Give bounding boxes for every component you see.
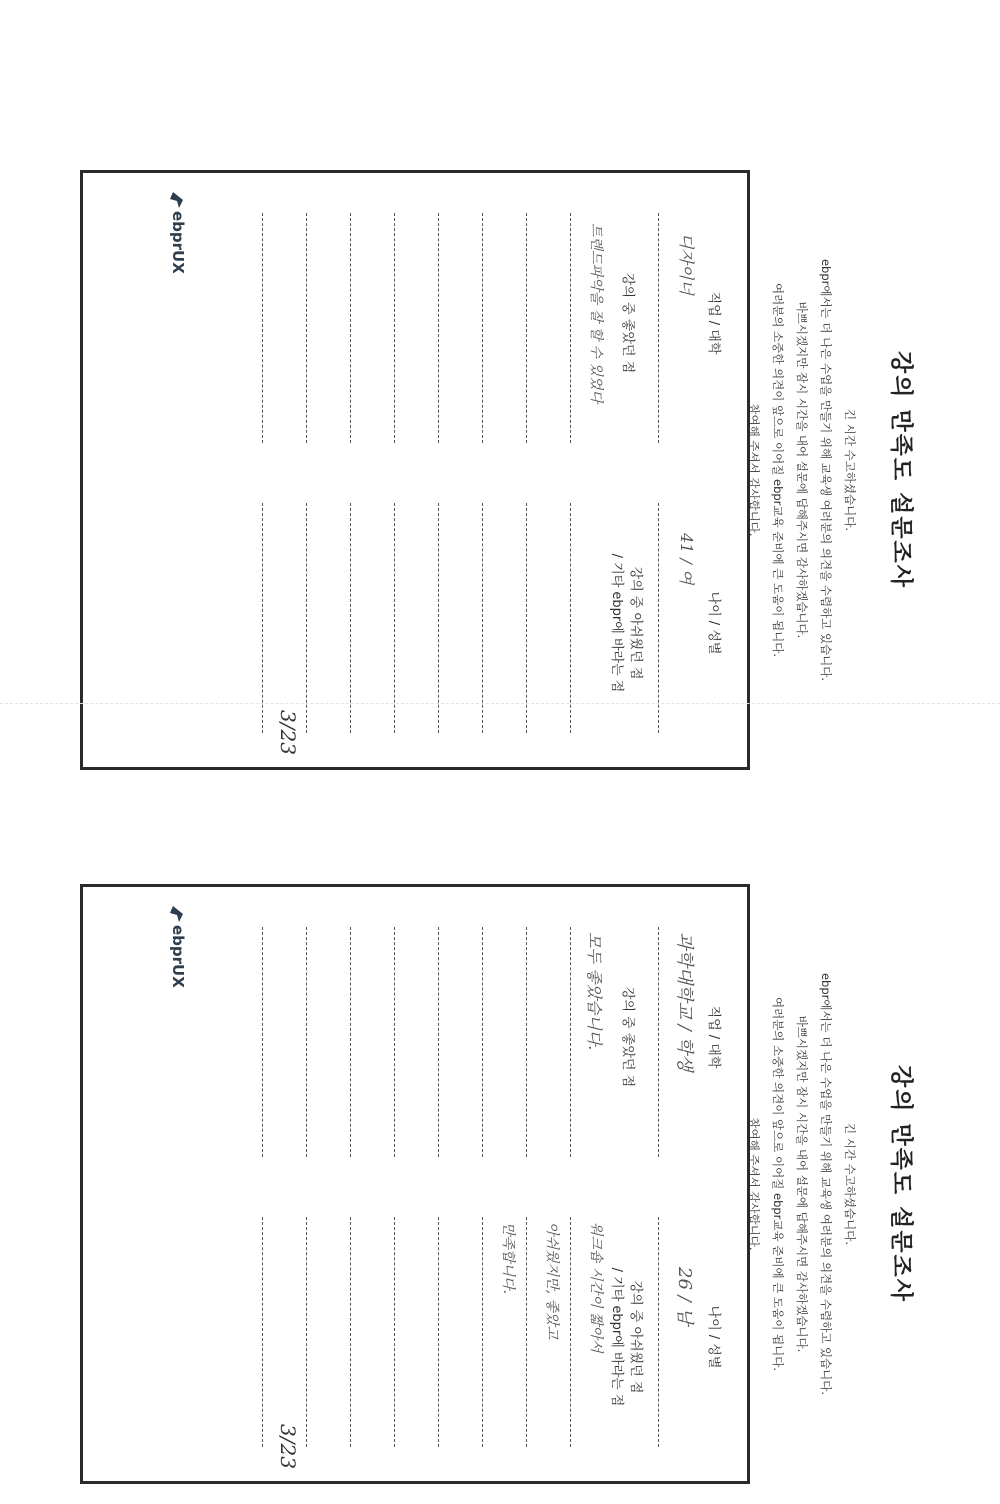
bird-icon: [169, 905, 185, 923]
answer-line: [262, 503, 263, 733]
answer-line: [570, 1217, 571, 1447]
answer-line: [394, 1217, 395, 1447]
answer-line: [526, 1217, 527, 1447]
answer-line: [262, 213, 263, 443]
survey-title: 강의 만족도 설문조사: [888, 351, 914, 589]
answer-line: [570, 213, 571, 443]
fold-line: [0, 703, 1000, 704]
answer-line: [438, 503, 439, 733]
answer-line: [262, 927, 263, 1157]
improvements-label: [609, 1227, 647, 1447]
improvements-answer[interactable]: 아쉬웠지만, 좋았고: [544, 1222, 560, 1340]
page-mark: 3/23: [276, 710, 300, 755]
answer-line: [306, 503, 307, 733]
age-gender-answer[interactable]: 41 / 여: [677, 533, 696, 585]
survey-form: [60, 150, 940, 790]
answer-line: [306, 213, 307, 443]
answer-line: [482, 927, 483, 1157]
job-label: 직업 / 대학: [706, 291, 721, 355]
answer-line: [438, 1217, 439, 1447]
answer-line: [482, 1217, 483, 1447]
logo-text: ebprUX: [169, 211, 187, 274]
answer-line: [526, 213, 527, 443]
answer-line: [394, 927, 395, 1157]
improvements-label-line: 강의 중 아쉬웠던 점: [628, 1280, 643, 1394]
answer-line: [570, 503, 571, 733]
good-points-label: 강의 중 좋았던 점: [620, 986, 635, 1088]
survey-title: 강의 만족도 설문조사: [888, 1065, 914, 1303]
job-label: 직업 / 대학: [706, 1005, 721, 1069]
intro-line: 긴 시간 수고하셨습니다.: [843, 1122, 857, 1246]
intro-line: ebpr에서는 더 나은 수업을 만들기 위해 교육생 여러분의 의견을 수렴하고 있습니다.: [819, 258, 833, 682]
age-gender-label: 나이 / 성별: [706, 1305, 721, 1369]
improvements-label-line: / 기타 ebpr에 바라는 점: [609, 553, 624, 693]
intro-line: 긴 시간 수고하셨습니다.: [843, 408, 857, 532]
job-answer[interactable]: 디자이너: [677, 233, 696, 295]
ebprux-logo: [169, 191, 187, 274]
answer-line: [306, 927, 307, 1157]
ebprux-logo: [169, 905, 187, 988]
answer-line: [350, 927, 351, 1157]
intro-line: 여러분의 소중한 의견이 앞으로 이어질 ebpr교육 준비에 큰 도움이 됩니다.: [771, 996, 785, 1371]
improvements-answer[interactable]: 만족합니다.: [500, 1222, 516, 1295]
answer-box: [80, 884, 750, 1484]
answer-line: [526, 927, 527, 1157]
answer-line: [394, 213, 395, 443]
intro-line: 여러분의 소중한 의견이 앞으로 이어질 ebpr교육 준비에 큰 도움이 됩니다.: [771, 282, 785, 657]
good-points-answer[interactable]: 트렌드파악을 잘 할 수 있었다: [588, 223, 604, 404]
answer-line: [306, 1217, 307, 1447]
improvements-label-line: / 기타 ebpr에 바라는 점: [609, 1267, 624, 1407]
answer-box: [80, 170, 750, 770]
answer-line: [658, 213, 659, 443]
answer-line: [350, 213, 351, 443]
good-points-label: 강의 중 좋았던 점: [620, 272, 635, 374]
answer-line: [482, 213, 483, 443]
intro-line: 참여해 주셔서 감사합니다.: [747, 403, 761, 537]
improvements-label: [609, 513, 647, 733]
answer-line: [438, 213, 439, 443]
good-points-answer[interactable]: 모두 좋았습니다.: [585, 932, 604, 1051]
intro-line: 바쁘시겠지만 잠시 시간을 내어 설문에 답해주시면 감사하겠습니다.: [795, 1015, 809, 1353]
answer-line: [394, 503, 395, 733]
survey-sheet-2: [0, 714, 1000, 1469]
job-answer[interactable]: 과학대학교 / 학생: [674, 932, 695, 1072]
answer-line: [658, 1217, 659, 1447]
answer-line: [350, 1217, 351, 1447]
answer-line: [526, 503, 527, 733]
age-gender-label: 나이 / 성별: [706, 591, 721, 655]
answer-line: [658, 503, 659, 733]
logo-text: ebprUX: [169, 925, 187, 988]
answer-line: [570, 927, 571, 1157]
intro-line: 참여해 주셔서 감사합니다.: [747, 1117, 761, 1251]
intro-text: [742, 150, 862, 790]
answer-line: [658, 927, 659, 1157]
answer-line: [350, 503, 351, 733]
intro-line: ebpr에서는 더 나은 수업을 만들기 위해 교육생 여러분의 의견을 수렴하고 있습니다.: [819, 972, 833, 1396]
improvements-answer[interactable]: 워크숍 시간이 짧아서: [588, 1222, 604, 1353]
answer-line: [482, 503, 483, 733]
bird-icon: [169, 191, 185, 209]
answer-line: [262, 1217, 263, 1447]
age-gender-answer[interactable]: 26 / 남: [674, 1267, 695, 1325]
answer-line: [438, 927, 439, 1157]
page-mark: 3/23: [276, 1424, 300, 1469]
survey-form: [60, 864, 940, 1504]
intro-line: 바쁘시겠지만 잠시 시간을 내어 설문에 답해주시면 감사하겠습니다.: [795, 301, 809, 639]
intro-text: [742, 864, 862, 1504]
improvements-label-line: 강의 중 아쉬웠던 점: [628, 566, 643, 680]
